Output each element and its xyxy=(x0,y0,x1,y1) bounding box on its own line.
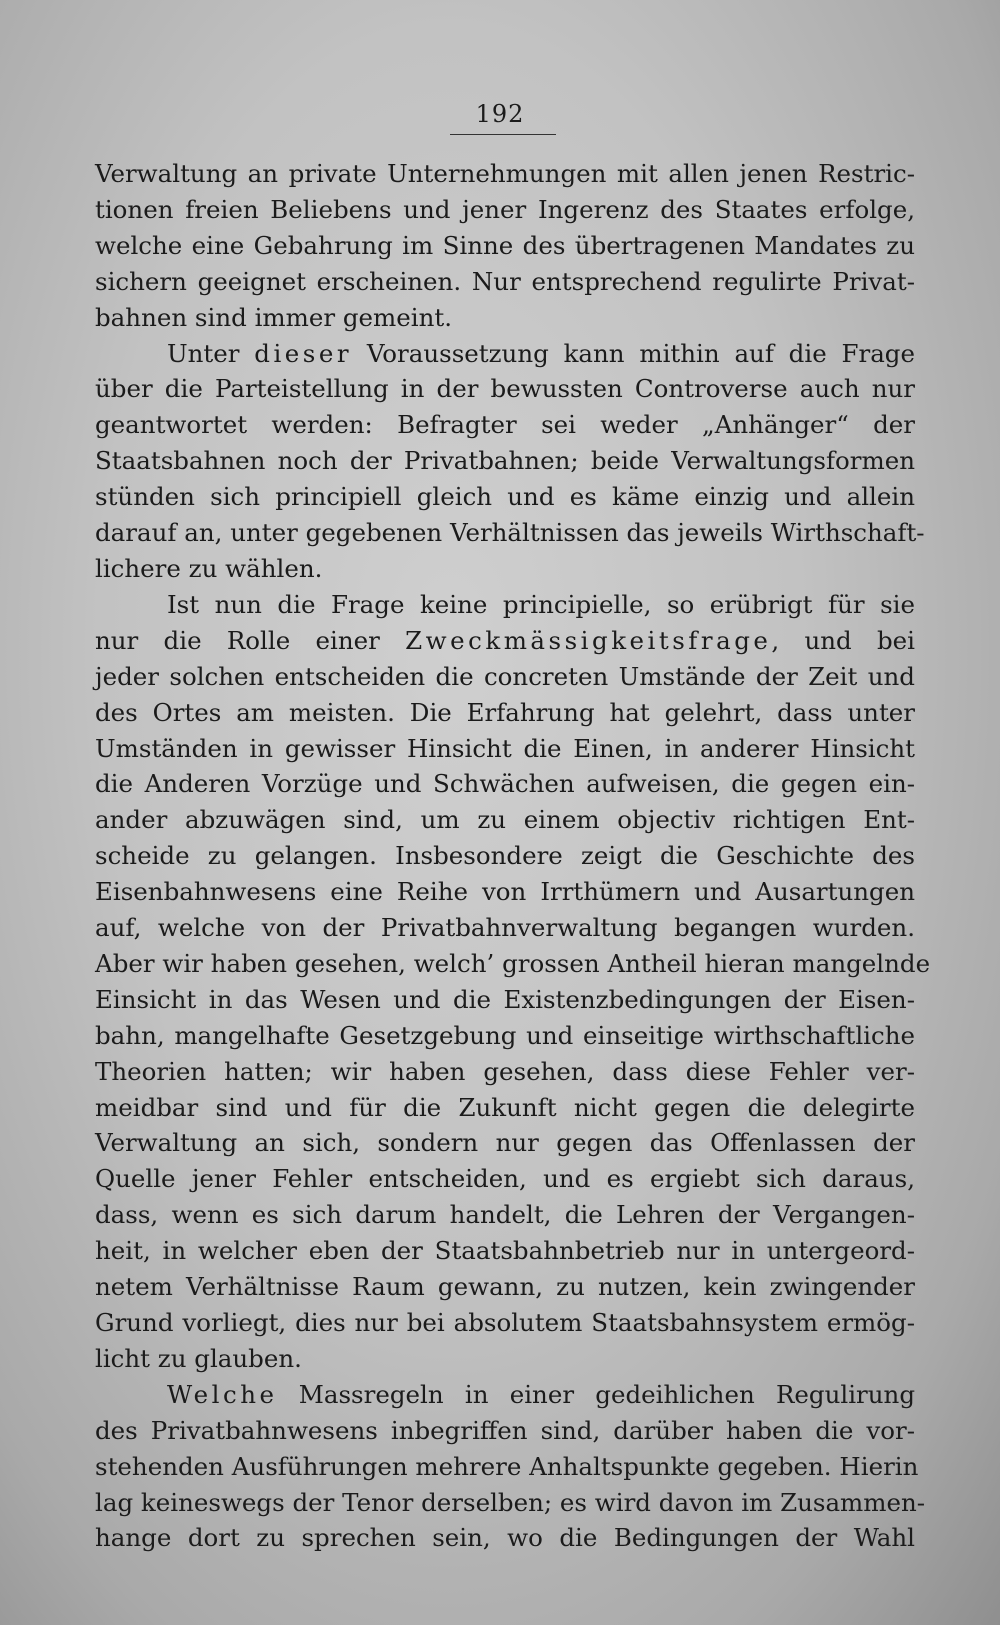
text-line: Umständen in gewisser Hinsicht die Einen, in anderer Hinsicht xyxy=(95,733,915,763)
spaced-emphasis: Welche xyxy=(167,1379,278,1409)
text-line: Welche Massregeln in einer gedeihlichen Regulirung xyxy=(167,1379,915,1409)
text-line: Ist nun die Frage keine principielle, so erübrigt für sie xyxy=(167,589,915,619)
text-line: meidbar sind und für die Zukunft nicht gegen die delegirte xyxy=(95,1092,915,1122)
text-line: über die Parteistellung in der bewussten Controverse auch nur xyxy=(95,374,915,404)
text-line: tionen freien Beliebens und jener Ingerenz des Staates erfolge, xyxy=(95,194,915,224)
text-line: ander abzuwägen sind, um zu einem objectiv richtigen Ent- xyxy=(95,805,915,835)
text-line: darauf an, unter gegebenen Verhältnissen das jeweils Wirthschaft- xyxy=(95,518,925,548)
text-line: bahn, mangelhafte Gesetzgebung und einseitige wirthschaftliche xyxy=(95,1020,915,1050)
paragraph xyxy=(95,1377,926,1557)
text-line: stünden sich principiell gleich und es käme einzig und allein xyxy=(95,482,915,512)
text-line: netem Verhältnisse Raum gewann, zu nutzen, kein zwingender xyxy=(95,1272,915,1302)
text-line: Grund vorliegt, dies nur bei absolutem Staatsbahnsystem ermög- xyxy=(95,1308,915,1337)
text-line: scheide zu gelangen. Insbesondere zeigt die Geschichte des xyxy=(95,841,915,871)
spaced-emphasis: Zweckmässigkeitsfrage xyxy=(405,625,772,655)
paragraph xyxy=(95,587,931,1377)
text-line: des Privatbahnwesens inbegriffen sind, darüber haben die vor- xyxy=(95,1415,915,1445)
text-line: stehenden Ausführungen mehrere Anhaltspunkte gegeben. Hierin xyxy=(95,1451,919,1481)
text-line: nur die Rolle einer Zweckmässigkeitsfrage, und bei xyxy=(95,625,915,655)
text-line: sichern geeignet erscheinen. Nur entsprechend regulirte Privat- xyxy=(95,266,915,296)
body-text xyxy=(95,156,931,1556)
text-line: Theorien hatten; wir haben gesehen, dass diese Fehler ver- xyxy=(95,1056,915,1086)
text-line: welche eine Gebahrung im Sinne des übertragenen Mandates zu xyxy=(95,230,915,260)
text-line: Einsicht in das Wesen und die Existenzbedingungen der Eisen- xyxy=(95,984,915,1014)
text-line: auf, welche von der Privatbahnverwaltung begangen wurden. xyxy=(95,913,915,943)
text-line: des Ortes am meisten. Die Erfahrung hat gelehrt, dass unter xyxy=(95,697,915,727)
spaced-emphasis: dieser xyxy=(254,338,353,368)
text-line: geantwortet werden: Befragter sei weder „Anhänger“ der xyxy=(95,410,915,440)
text-line: heit, in welcher eben der Staatsbahnbetrieb nur in untergeord- xyxy=(95,1236,915,1266)
text-line: bahnen sind immer gemeint. xyxy=(95,302,453,332)
page-number-rule xyxy=(450,134,556,135)
text-line: Staatsbahnen noch der Privatbahnen; beide Verwaltungsformen xyxy=(95,446,915,476)
paragraph xyxy=(95,336,925,587)
text-line: Eisenbahnwesens eine Reihe von Irrthümern und Ausartungen xyxy=(95,877,915,907)
text-line: Verwaltung an sich, sondern nur gegen das Offenlassen der xyxy=(95,1128,915,1158)
text-line: jeder solchen entscheiden die concreten Umstände der Zeit und xyxy=(95,661,915,691)
paragraph xyxy=(95,156,915,336)
text-line: dass, wenn es sich darum handelt, die Lehren der Vergangen- xyxy=(95,1200,915,1230)
page-number: 192 xyxy=(475,100,525,128)
text-line: die Anderen Vorzüge und Schwächen aufweisen, die gegen ein- xyxy=(95,769,915,799)
text-line: Unter dieser Voraussetzung kann mithin auf die Frage xyxy=(167,338,915,368)
text-line: licht zu glauben. xyxy=(95,1343,302,1373)
text-line: lag keineswegs der Tenor derselben; es wird davon im Zusammen- xyxy=(95,1487,926,1517)
text-line: hange dort zu sprechen sein, wo die Bedingungen der Wahl xyxy=(95,1523,915,1553)
text-line: Aber wir haben gesehen, welch’ grossen Antheil hieran mangelnde xyxy=(95,948,931,978)
text-line: Quelle jener Fehler entscheiden, und es ergiebt sich daraus, xyxy=(95,1164,915,1194)
text-line: Verwaltung an private Unternehmungen mit allen jenen Restric- xyxy=(95,159,915,188)
text-line: lichere zu wählen. xyxy=(95,553,323,583)
